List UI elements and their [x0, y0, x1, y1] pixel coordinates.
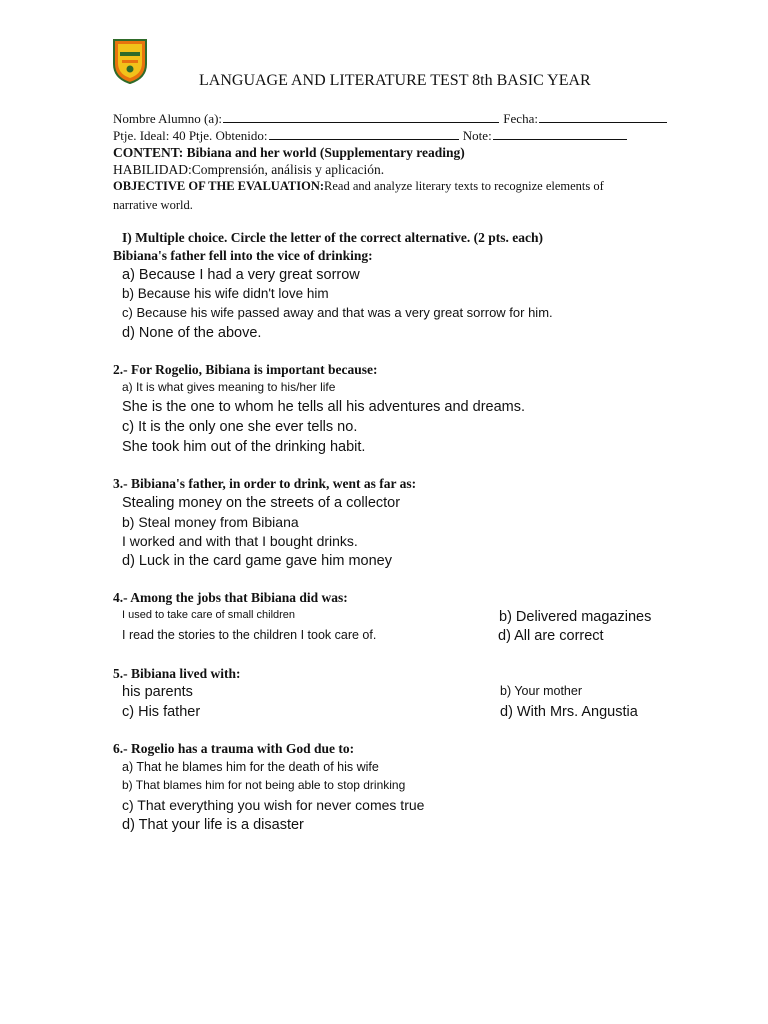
student-name-row — [113, 111, 668, 127]
q5-option-c[interactable]: c) His father — [122, 704, 201, 720]
grade-blank[interactable] — [493, 128, 627, 140]
skill-label: HABILIDAD: — [113, 162, 192, 177]
objective-text-2: narrative world. — [113, 198, 193, 212]
question-4: 4.- Among the jobs that Bibiana did was: — [113, 590, 348, 605]
grade-label: Note: — [462, 128, 492, 143]
score-label: Ptje. Ideal: 40 Ptje. Obtenido: — [113, 128, 268, 143]
q2-option-c[interactable]: c) It is the only one she ever tells no. — [122, 419, 358, 435]
q2-option-a[interactable]: a) It is what gives meaning to his/her life — [122, 380, 336, 394]
q2-option-d[interactable]: She took him out of the drinking habit. — [122, 439, 366, 455]
score-blank[interactable] — [269, 128, 459, 140]
q4-option-d[interactable]: d) All are correct — [498, 628, 604, 644]
student-name-label: Nombre Alumno (a): — [113, 111, 223, 126]
page-title: LANGUAGE AND LITERATURE TEST 8th BASIC YEAR — [199, 72, 591, 89]
objective-text-1: Read and analyze literary texts to recognize elements of — [324, 179, 604, 193]
date-label: Fecha: — [503, 111, 538, 126]
q5-option-b[interactable]: b) Your mother — [500, 684, 582, 698]
objective-line — [113, 179, 604, 194]
q5-option-a[interactable]: his parents — [122, 684, 193, 700]
q4-option-a[interactable]: I used to take care of small children — [122, 609, 296, 621]
q6-option-b[interactable]: b) That blames him for not being able to stop drinking — [122, 778, 406, 792]
question-1: Bibiana's father fell into the vice of drinking: — [113, 248, 373, 263]
skill-line — [113, 162, 384, 178]
date-blank[interactable] — [539, 111, 667, 123]
q1-option-a[interactable]: a) Because I had a very great sorrow — [122, 267, 360, 283]
q2-option-b[interactable]: She is the one to whom he tells all his adventures and dreams. — [122, 399, 526, 415]
q6-option-a[interactable]: a) That he blames him for the death of his wife — [122, 760, 379, 774]
objective-label: OBJECTIVE OF THE EVALUATION: — [113, 179, 325, 193]
q1-option-b[interactable]: b) Because his wife didn't love him — [122, 286, 329, 301]
q3-option-d[interactable]: d) Luck in the card game gave him money — [122, 553, 392, 569]
skill-text: Comprensión, análisis y aplicación. — [191, 162, 385, 177]
q6-option-c[interactable]: c) That everything you wish for never comes true — [122, 797, 425, 813]
section-title: I) Multiple choice. Circle the letter of the correct alternative. (2 pts. each) — [122, 230, 543, 245]
student-name-blank[interactable] — [223, 111, 499, 123]
q3-option-a[interactable]: Stealing money on the streets of a collector — [122, 495, 401, 511]
question-6: 6.- Rogelio has a trauma with God due to: — [113, 741, 355, 756]
school-crest-logo — [112, 38, 148, 84]
content-line: CONTENT: Bibiana and her world (Supplementary reading) — [113, 145, 465, 160]
q3-option-c[interactable]: I worked and with that I bought drinks. — [122, 533, 358, 549]
q1-option-d[interactable]: d) None of the above. — [122, 325, 262, 341]
question-5: 5.- Bibiana lived with: — [113, 666, 241, 681]
q5-option-d[interactable]: d) With Mrs. Angustia — [500, 704, 638, 720]
q1-option-c[interactable]: c) Because his wife passed away and that was a very great sorrow for him. — [122, 305, 553, 320]
q6-option-d[interactable]: d) That your life is a disaster — [122, 817, 304, 833]
q4-option-b[interactable]: b) Delivered magazines — [499, 609, 652, 625]
score-row — [113, 128, 628, 144]
question-2: 2.- For Rogelio, Bibiana is important because: — [113, 362, 378, 377]
q4-option-c[interactable]: I read the stories to the children I took care of. — [122, 628, 377, 642]
question-3: 3.- Bibiana's father, in order to drink, went as far as: — [113, 476, 417, 491]
q3-option-b[interactable]: b) Steal money from Bibiana — [122, 514, 299, 530]
